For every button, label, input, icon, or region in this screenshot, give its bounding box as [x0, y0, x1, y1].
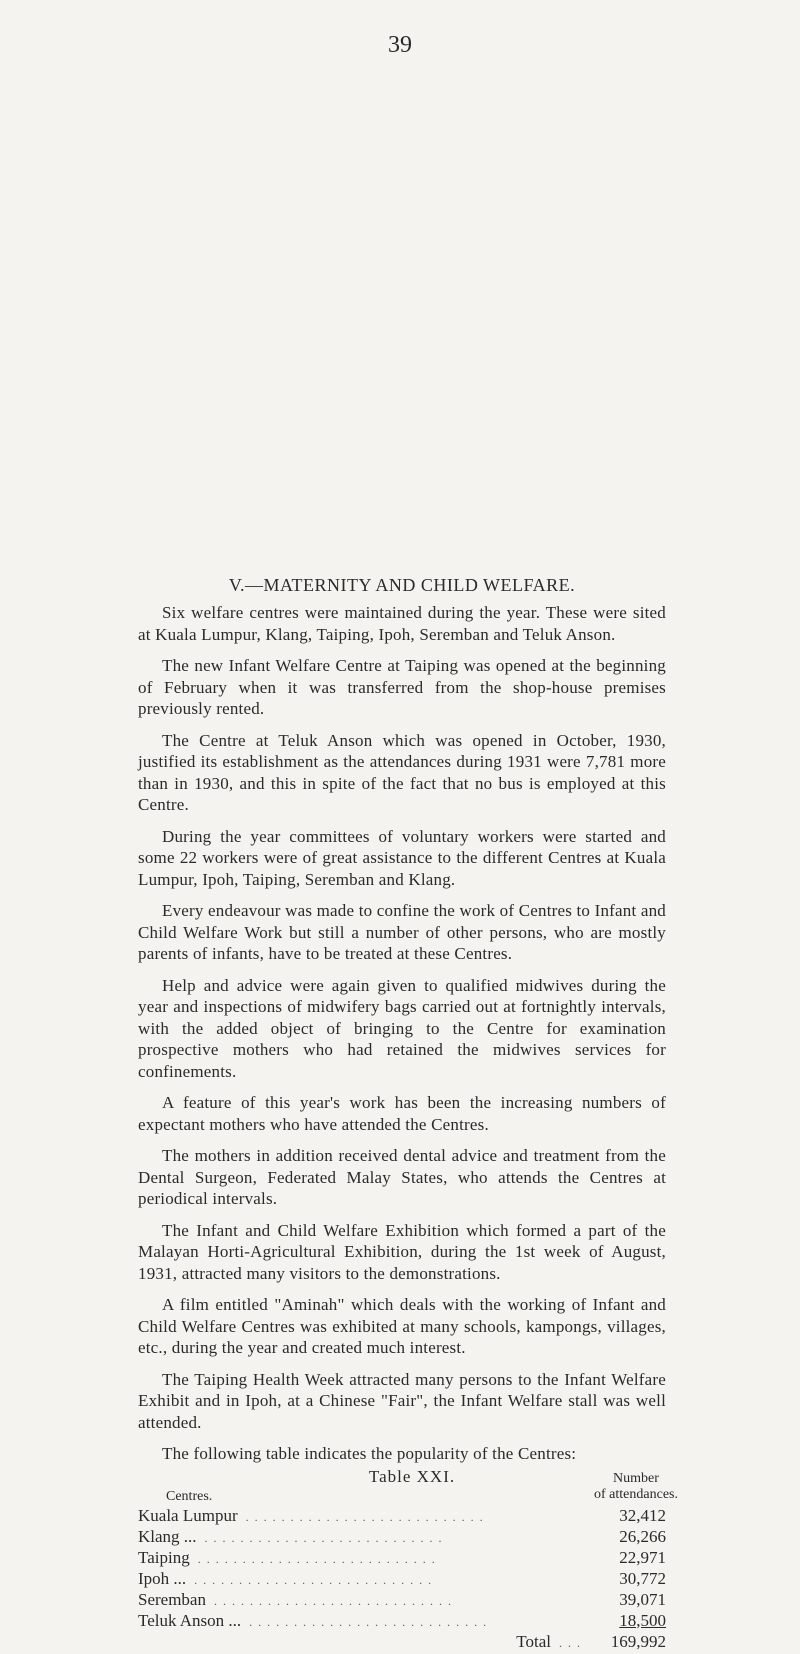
leader-dots: ........................... [249, 1614, 493, 1629]
centre-name: Klang ... [138, 1526, 197, 1546]
attendance-value: 26,266 [619, 1526, 666, 1546]
centre-name: Teluk Anson ... [138, 1610, 242, 1630]
column-header-line: of attendances. [594, 1486, 678, 1502]
centre-name: Ipoh ... [138, 1568, 187, 1588]
attendance-value-text: 18,500 [619, 1610, 666, 1630]
attendance-value: 30,772 [619, 1568, 666, 1588]
centre-name: Seremban [138, 1589, 206, 1609]
attendance-value: 32,412 [619, 1505, 666, 1525]
page-number: 39 [388, 32, 412, 58]
table-row [138, 1505, 666, 1526]
table-title: Table XXI. [368, 1466, 456, 1486]
table-row [138, 1547, 666, 1568]
paragraph: The following table indicates the popularity of the Centres: [162, 1444, 577, 1463]
paragraph: Six welfare centres were maintained during the year. These were sited at Kuala Lumpur, Klang, Taiping, Ipoh, Seremban and Teluk Anson. [138, 603, 666, 644]
column-header-attendances [576, 1471, 696, 1505]
paragraph: Help and advice were again given to qualified midwives during the year and inspections of midwifery bags carried out at fortnightly intervals, with the added object of bringing to the Centre for examination prospective mothers who had retained the midwives services for confinements. [138, 975, 666, 1081]
paragraph: The Taiping Health Week attracted many persons to the Infant Welfare Exhibit and in Ipoh, at a Chinese "Fair", the Infant Welfare stall was well attended. [138, 1369, 666, 1432]
table-row [138, 1610, 666, 1631]
document-body [138, 575, 678, 1652]
total-label: Total [516, 1631, 551, 1651]
leader-dots: ........................... [213, 1593, 457, 1608]
table-row [138, 1526, 666, 1547]
paragraph: The Infant and Child Welfare Exhibition which formed a part of the Malayan Horti-Agricultural Exhibition, during the 1st week of August, 1931, attracted many visitors to the demonstrations. [138, 1220, 666, 1283]
centre-name: Kuala Lumpur [138, 1505, 238, 1525]
paragraph: A feature of this year's work has been the increasing numbers of expectant mothers who have attended the Centres. [138, 1093, 666, 1134]
attendance-table [138, 1466, 678, 1652]
total-row [138, 1631, 666, 1652]
table-row [138, 1589, 666, 1610]
section-heading: V.—MATERNITY AND CHILD WELFARE. [228, 575, 576, 595]
centre-name: Taiping [138, 1547, 190, 1567]
leader-dots: ........................... [204, 1530, 448, 1545]
leader-dots: ........................... [197, 1551, 441, 1566]
attendance-value [588, 1610, 666, 1631]
paragraph: A film entitled "Aminah" which deals with the working of Infant and Child Welfare Centres was exhibited at many schools, kampongs, villages, etc., during the year and created much interest. [138, 1295, 666, 1357]
paragraph: The Centre at Teluk Anson which was opened in October, 1930, justified its establishment as the attendances during 1931 were 7,781 more than in 1930, and this in spite of the fact that no bus is employed at this Centre. [138, 730, 666, 814]
attendance-value: 22,971 [619, 1547, 666, 1567]
column-header-line: Number [613, 1470, 659, 1486]
attendance-value: 39,071 [619, 1589, 666, 1609]
paragraph: Every endeavour was made to confine the work of Centres to Infant and Child Welfare Work but still a number of other persons, who are mostly parents of infants, have to be treated at these Centres. [138, 901, 666, 963]
paragraph: The mothers in addition received dental advice and treatment from the Dental Surgeon, Federated Malay States, who attends the Centres at periodical intervals. [138, 1146, 666, 1208]
total-value: 169,992 [610, 1631, 666, 1651]
leader-dots: ........................... [245, 1509, 489, 1524]
leader-dots: ... [559, 1635, 586, 1650]
paragraph: During the year committees of voluntary workers were started and some 22 workers were of great assistance to the different Centres at Kuala Lumpur, Ipoh, Taiping, Seremban and Klang. [138, 826, 666, 889]
leader-dots: ........................... [194, 1572, 438, 1587]
column-header-centres: Centres. [166, 1488, 213, 1504]
table-row [138, 1568, 666, 1589]
paragraph: The new Infant Welfare Centre at Taiping was opened at the beginning of February when it was transferred from the shop-house premises previously rented. [138, 656, 666, 718]
